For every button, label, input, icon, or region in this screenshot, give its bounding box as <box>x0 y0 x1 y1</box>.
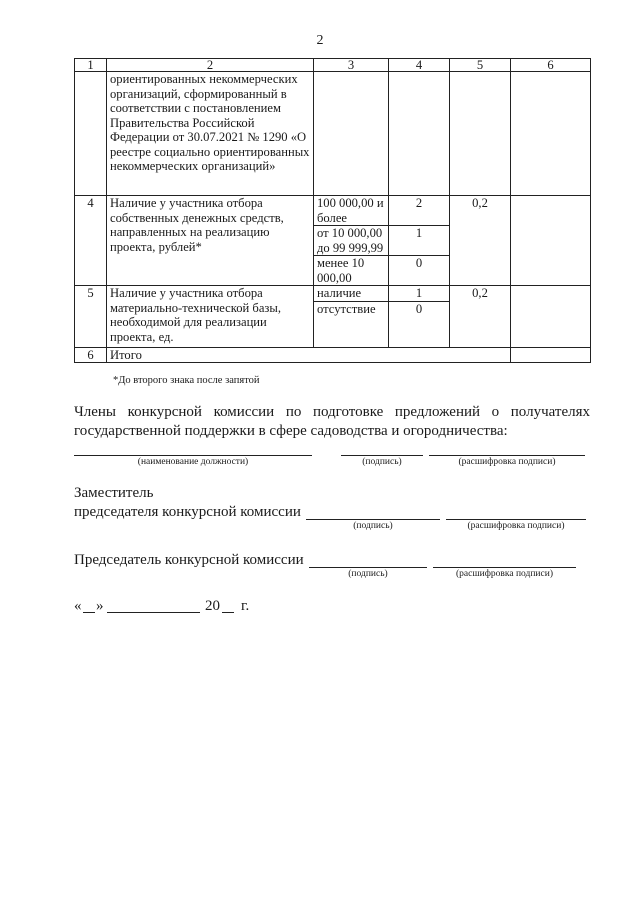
signature-line <box>341 455 423 456</box>
total-label: Итого <box>107 347 511 363</box>
header-cell: 2 <box>107 59 314 72</box>
header-cell: 4 <box>389 59 450 72</box>
members-heading-line1: Члены конкурсной комиссии по подготовке предложений о получателях <box>74 404 590 420</box>
date-year-prefix: 20 <box>205 598 220 614</box>
chairman-signature-caption: (подпись) <box>348 569 388 579</box>
weight-value: 0,2 <box>450 196 511 286</box>
date-suffix: г. <box>241 598 250 614</box>
table-header-row <box>75 59 591 72</box>
table-row <box>75 196 591 226</box>
date-open-quote: « <box>74 598 82 614</box>
table-row <box>75 286 591 302</box>
weight-value: 0,2 <box>450 286 511 348</box>
chairman-decoding-line <box>433 567 576 568</box>
option-value: 100 000,00 и более <box>314 196 389 226</box>
criterion-continuation: ориентированных некоммерческих организаций, сформированный в соответствии с постановлением Правительства Российской Федерации от 30.07.2021 № 1290 «О реестре социально ориентированных некоммерческих организаций» <box>107 72 314 196</box>
page-number: 2 <box>316 33 324 48</box>
deputy-signature-caption: (подпись) <box>353 521 393 531</box>
table-row <box>75 72 591 196</box>
date-close-quote: » <box>96 598 104 614</box>
option-value: наличие <box>314 286 389 302</box>
position-caption: (наименование должности) <box>137 457 249 467</box>
row-number: 4 <box>75 196 107 286</box>
header-cell: 3 <box>314 59 389 72</box>
row-number: 5 <box>75 286 107 348</box>
option-score: 0 <box>389 301 450 347</box>
header-cell: 6 <box>511 59 591 72</box>
date-month-line <box>107 612 200 613</box>
members-heading-line2: государственной поддержки в сфере садоводства и огородничества: <box>74 423 508 439</box>
row-number: 6 <box>75 347 107 363</box>
signature-caption: (подпись) <box>362 457 402 467</box>
position-line <box>74 455 312 456</box>
table-row <box>75 347 591 363</box>
decoding-caption: (расшифровка подписи) <box>458 457 556 467</box>
header-cell: 5 <box>450 59 511 72</box>
option-score: 1 <box>389 286 450 302</box>
option-score: 0 <box>389 256 450 286</box>
footnote: *До второго знака после запятой <box>113 375 260 386</box>
criterion-text: Наличие у участника отбора собственных денежных средств, направленных на реализацию проекта, рублей* <box>107 196 314 286</box>
date-year-line <box>222 612 234 613</box>
deputy-signature-line <box>306 519 440 520</box>
decoding-line <box>429 455 585 456</box>
criterion-text: Наличие у участника отбора материально-технической базы, необходимой для реализации проекта, ед. <box>107 286 314 348</box>
date-day-line <box>83 612 95 613</box>
option-score: 1 <box>389 226 450 256</box>
deputy-label-line1: Заместитель <box>74 485 154 501</box>
deputy-label-line2: председателя конкурсной комиссии <box>74 504 301 520</box>
chairman-decoding-caption: (расшифровка подписи) <box>456 569 553 579</box>
option-value: отсутствие <box>314 301 389 347</box>
criteria-table <box>74 58 591 363</box>
deputy-decoding-line <box>446 519 586 520</box>
deputy-decoding-caption: (расшифровка подписи) <box>467 521 565 531</box>
header-cell: 1 <box>75 59 107 72</box>
option-score: 2 <box>389 196 450 226</box>
option-value: от 10 000,00 до 99 999,99 <box>314 226 389 256</box>
chairman-signature-line <box>309 567 427 568</box>
chairman-label: Председатель конкурсной комиссии <box>74 552 304 568</box>
option-value: менее 10 000,00 <box>314 256 389 286</box>
